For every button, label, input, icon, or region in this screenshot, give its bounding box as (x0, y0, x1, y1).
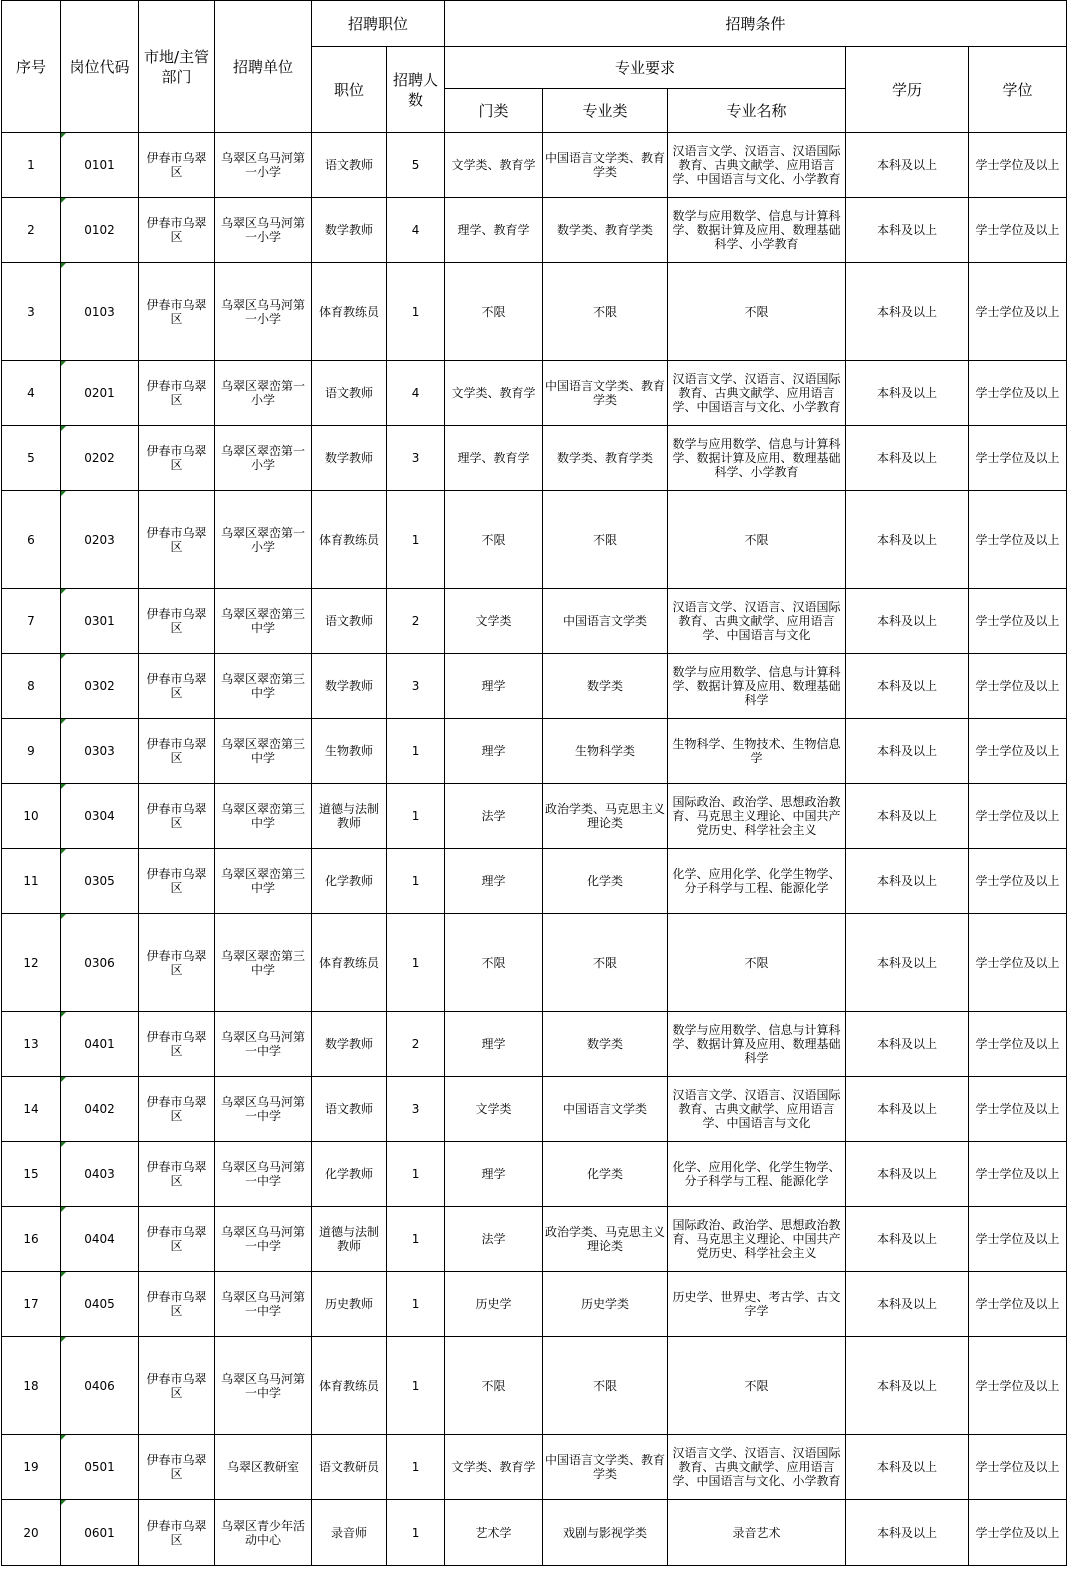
cell-code: 0103 (61, 263, 139, 361)
cell-major-class: 数学类 (543, 1012, 668, 1077)
cell-count: 1 (387, 1337, 445, 1435)
cell-major-name: 数学与应用数学、信息与计算科学、数据计算及应用、数理基础科学 (668, 654, 846, 719)
cell-major-name: 数学与应用数学、信息与计算科学、数据计算及应用、数理基础科学、小学教育 (668, 198, 846, 263)
cell-count: 1 (387, 1500, 445, 1566)
cell-position: 体育教练员 (312, 914, 387, 1012)
cell-major-class: 政治学类、马克思主义理论类 (543, 784, 668, 849)
table-row (2, 1142, 1067, 1207)
cell-city: 伊春市乌翠区 (139, 1435, 215, 1500)
table-row (2, 263, 1067, 361)
cell-major-class: 数学类、教育学类 (543, 198, 668, 263)
cell-position: 语文教师 (312, 1077, 387, 1142)
cell-unit: 乌翠区翠峦第一小学 (215, 361, 312, 426)
cell-major-name: 国际政治、政治学、思想政治教育、马克思主义理论、中国共产党历史、科学社会主义 (668, 784, 846, 849)
cell-position: 化学教师 (312, 849, 387, 914)
cell-count: 1 (387, 849, 445, 914)
cell-code: 0202 (61, 426, 139, 491)
cell-major-class: 不限 (543, 491, 668, 589)
cell-degree: 学士学位及以上 (969, 589, 1067, 654)
cell-category: 不限 (445, 491, 543, 589)
cell-seq: 6 (2, 491, 61, 589)
cell-degree: 学士学位及以上 (969, 849, 1067, 914)
table-body (2, 133, 1067, 1566)
cell-degree: 学士学位及以上 (969, 1435, 1067, 1500)
cell-category: 艺术学 (445, 1500, 543, 1566)
cell-education: 本科及以上 (846, 1272, 969, 1337)
cell-seq: 13 (2, 1012, 61, 1077)
cell-seq: 11 (2, 849, 61, 914)
cell-city: 伊春市乌翠区 (139, 849, 215, 914)
cell-seq: 16 (2, 1207, 61, 1272)
cell-code: 0403 (61, 1142, 139, 1207)
cell-unit: 乌翠区乌马河第一中学 (215, 1337, 312, 1435)
cell-category: 文学类、教育学 (445, 1435, 543, 1500)
cell-major-name: 不限 (668, 1337, 846, 1435)
cell-seq: 1 (2, 133, 61, 198)
cell-education: 本科及以上 (846, 361, 969, 426)
table-row (2, 426, 1067, 491)
cell-education: 本科及以上 (846, 1142, 969, 1207)
cell-unit: 乌翠区翠峦第三中学 (215, 914, 312, 1012)
cell-unit: 乌翠区乌马河第一中学 (215, 1077, 312, 1142)
cell-unit: 乌翠区乌马河第一小学 (215, 263, 312, 361)
cell-major-class: 不限 (543, 263, 668, 361)
cell-seq: 14 (2, 1077, 61, 1142)
cell-education: 本科及以上 (846, 133, 969, 198)
cell-major-class: 数学类 (543, 654, 668, 719)
cell-position: 体育教练员 (312, 1337, 387, 1435)
cell-category: 理学 (445, 719, 543, 784)
cell-city: 伊春市乌翠区 (139, 589, 215, 654)
cell-category: 不限 (445, 914, 543, 1012)
cell-major-name: 汉语言文学、汉语言、汉语国际教育、古典文献学、应用语言学、中国语言与文化、小学教育 (668, 361, 846, 426)
cell-education: 本科及以上 (846, 1500, 969, 1566)
cell-city: 伊春市乌翠区 (139, 133, 215, 198)
table-row (2, 719, 1067, 784)
cell-seq: 12 (2, 914, 61, 1012)
cell-position: 体育教练员 (312, 263, 387, 361)
cell-city: 伊春市乌翠区 (139, 654, 215, 719)
cell-seq: 9 (2, 719, 61, 784)
cell-category: 理学 (445, 1012, 543, 1077)
cell-major-name: 历史学、世界史、考古学、古文字学 (668, 1272, 846, 1337)
cell-major-name: 化学、应用化学、化学生物学、分子科学与工程、能源化学 (668, 849, 846, 914)
table-row (2, 1435, 1067, 1500)
cell-major-class: 历史学类 (543, 1272, 668, 1337)
header-city-dept: 市地/主管部门 (139, 1, 215, 133)
cell-major-name: 国际政治、政治学、思想政治教育、马克思主义理论、中国共产党历史、科学社会主义 (668, 1207, 846, 1272)
cell-major-name: 汉语言文学、汉语言、汉语国际教育、古典文献学、应用语言学、中国语言与文化、小学教育 (668, 1435, 846, 1500)
cell-city: 伊春市乌翠区 (139, 914, 215, 1012)
cell-unit: 乌翠区教研室 (215, 1435, 312, 1500)
cell-city: 伊春市乌翠区 (139, 1077, 215, 1142)
cell-seq: 10 (2, 784, 61, 849)
cell-seq: 20 (2, 1500, 61, 1566)
cell-position: 数学教师 (312, 198, 387, 263)
cell-count: 4 (387, 198, 445, 263)
cell-major-class: 不限 (543, 914, 668, 1012)
table-row (2, 1500, 1067, 1566)
cell-city: 伊春市乌翠区 (139, 263, 215, 361)
cell-unit: 乌翠区翠峦第一小学 (215, 491, 312, 589)
cell-seq: 18 (2, 1337, 61, 1435)
cell-position: 语文教师 (312, 589, 387, 654)
table-row (2, 654, 1067, 719)
cell-degree: 学士学位及以上 (969, 133, 1067, 198)
cell-seq: 17 (2, 1272, 61, 1337)
cell-city: 伊春市乌翠区 (139, 1207, 215, 1272)
header-major-class: 专业类 (543, 89, 668, 133)
cell-city: 伊春市乌翠区 (139, 1012, 215, 1077)
cell-major-name: 不限 (668, 491, 846, 589)
header-conditions: 招聘条件 (445, 1, 1067, 47)
cell-education: 本科及以上 (846, 1435, 969, 1500)
cell-education: 本科及以上 (846, 914, 969, 1012)
cell-position: 道德与法制教师 (312, 1207, 387, 1272)
table-row (2, 1012, 1067, 1077)
cell-education: 本科及以上 (846, 1012, 969, 1077)
cell-code: 0304 (61, 784, 139, 849)
cell-education: 本科及以上 (846, 198, 969, 263)
cell-major-name: 化学、应用化学、化学生物学、分子科学与工程、能源化学 (668, 1142, 846, 1207)
cell-degree: 学士学位及以上 (969, 1142, 1067, 1207)
cell-position: 录音师 (312, 1500, 387, 1566)
cell-major-class: 戏剧与影视学类 (543, 1500, 668, 1566)
cell-education: 本科及以上 (846, 1077, 969, 1142)
cell-degree: 学士学位及以上 (969, 914, 1067, 1012)
header-education: 学历 (846, 47, 969, 133)
cell-code: 0305 (61, 849, 139, 914)
cell-major-name: 汉语言文学、汉语言、汉语国际教育、古典文献学、应用语言学、中国语言与文化、小学教育 (668, 133, 846, 198)
cell-seq: 15 (2, 1142, 61, 1207)
table-row (2, 361, 1067, 426)
cell-city: 伊春市乌翠区 (139, 1272, 215, 1337)
table-row (2, 1337, 1067, 1435)
cell-seq: 3 (2, 263, 61, 361)
cell-count: 5 (387, 133, 445, 198)
table-row (2, 1207, 1067, 1272)
cell-education: 本科及以上 (846, 654, 969, 719)
cell-count: 4 (387, 361, 445, 426)
cell-city: 伊春市乌翠区 (139, 491, 215, 589)
header-major-name: 专业名称 (668, 89, 846, 133)
cell-category: 理学 (445, 654, 543, 719)
cell-degree: 学士学位及以上 (969, 1077, 1067, 1142)
cell-degree: 学士学位及以上 (969, 1272, 1067, 1337)
table-row (2, 133, 1067, 198)
cell-code: 0303 (61, 719, 139, 784)
cell-major-class: 数学类、教育学类 (543, 426, 668, 491)
cell-code: 0404 (61, 1207, 139, 1272)
cell-education: 本科及以上 (846, 849, 969, 914)
cell-unit: 乌翠区翠峦第一小学 (215, 426, 312, 491)
cell-degree: 学士学位及以上 (969, 1500, 1067, 1566)
cell-major-name: 汉语言文学、汉语言、汉语国际教育、古典文献学、应用语言学、中国语言与文化 (668, 589, 846, 654)
cell-position: 道德与法制教师 (312, 784, 387, 849)
cell-city: 伊春市乌翠区 (139, 1337, 215, 1435)
table-row (2, 1077, 1067, 1142)
header-position: 职位 (312, 47, 387, 133)
cell-unit: 乌翠区翠峦第三中学 (215, 784, 312, 849)
table-row (2, 1272, 1067, 1337)
cell-degree: 学士学位及以上 (969, 654, 1067, 719)
header-degree: 学位 (969, 47, 1067, 133)
cell-major-class: 不限 (543, 1337, 668, 1435)
cell-major-name: 数学与应用数学、信息与计算科学、数据计算及应用、数理基础科学 (668, 1012, 846, 1077)
cell-count: 1 (387, 784, 445, 849)
cell-count: 2 (387, 1012, 445, 1077)
cell-major-name: 不限 (668, 914, 846, 1012)
table-row (2, 849, 1067, 914)
cell-major-class: 中国语言文学类 (543, 1077, 668, 1142)
cell-major-class: 中国语言文学类 (543, 589, 668, 654)
cell-position: 历史教师 (312, 1272, 387, 1337)
cell-major-name: 录音艺术 (668, 1500, 846, 1566)
cell-count: 1 (387, 914, 445, 1012)
cell-code: 0405 (61, 1272, 139, 1337)
cell-degree: 学士学位及以上 (969, 1337, 1067, 1435)
cell-education: 本科及以上 (846, 589, 969, 654)
cell-category: 理学、教育学 (445, 198, 543, 263)
cell-major-class: 化学类 (543, 849, 668, 914)
cell-seq: 5 (2, 426, 61, 491)
cell-category: 文学类、教育学 (445, 361, 543, 426)
cell-count: 1 (387, 491, 445, 589)
header-count: 招聘人数 (387, 47, 445, 133)
table-row (2, 491, 1067, 589)
table-row (2, 589, 1067, 654)
cell-city: 伊春市乌翠区 (139, 198, 215, 263)
cell-unit: 乌翠区青少年活动中心 (215, 1500, 312, 1566)
cell-category: 文学类 (445, 589, 543, 654)
cell-category: 理学 (445, 849, 543, 914)
cell-position: 语文教师 (312, 133, 387, 198)
cell-category: 法学 (445, 784, 543, 849)
cell-degree: 学士学位及以上 (969, 198, 1067, 263)
cell-position: 语文教师 (312, 361, 387, 426)
cell-seq: 7 (2, 589, 61, 654)
cell-unit: 乌翠区翠峦第三中学 (215, 654, 312, 719)
header-code: 岗位代码 (61, 1, 139, 133)
cell-code: 0601 (61, 1500, 139, 1566)
cell-major-class: 政治学类、马克思主义理论类 (543, 1207, 668, 1272)
cell-unit: 乌翠区乌马河第一中学 (215, 1207, 312, 1272)
cell-unit: 乌翠区乌马河第一中学 (215, 1272, 312, 1337)
cell-major-class: 生物科学类 (543, 719, 668, 784)
cell-code: 0401 (61, 1012, 139, 1077)
cell-count: 3 (387, 1077, 445, 1142)
cell-unit: 乌翠区乌马河第一中学 (215, 1142, 312, 1207)
cell-count: 1 (387, 1142, 445, 1207)
header-category: 门类 (445, 89, 543, 133)
cell-code: 0406 (61, 1337, 139, 1435)
cell-degree: 学士学位及以上 (969, 784, 1067, 849)
cell-unit: 乌翠区乌马河第一中学 (215, 1012, 312, 1077)
cell-education: 本科及以上 (846, 1207, 969, 1272)
cell-code: 0301 (61, 589, 139, 654)
cell-city: 伊春市乌翠区 (139, 719, 215, 784)
header-major-req: 专业要求 (445, 47, 846, 89)
cell-code: 0302 (61, 654, 139, 719)
cell-major-class: 中国语言文学类、教育学类 (543, 133, 668, 198)
cell-city: 伊春市乌翠区 (139, 361, 215, 426)
cell-position: 化学教师 (312, 1142, 387, 1207)
cell-position: 语文教研员 (312, 1435, 387, 1500)
header-unit: 招聘单位 (215, 1, 312, 133)
cell-degree: 学士学位及以上 (969, 491, 1067, 589)
cell-category: 法学 (445, 1207, 543, 1272)
cell-education: 本科及以上 (846, 719, 969, 784)
table-row (2, 784, 1067, 849)
cell-education: 本科及以上 (846, 1337, 969, 1435)
cell-seq: 2 (2, 198, 61, 263)
cell-seq: 4 (2, 361, 61, 426)
cell-code: 0201 (61, 361, 139, 426)
cell-major-name: 汉语言文学、汉语言、汉语国际教育、古典文献学、应用语言学、中国语言与文化 (668, 1077, 846, 1142)
cell-seq: 19 (2, 1435, 61, 1500)
cell-category: 不限 (445, 1337, 543, 1435)
cell-city: 伊春市乌翠区 (139, 1500, 215, 1566)
cell-degree: 学士学位及以上 (969, 1012, 1067, 1077)
cell-position: 体育教练员 (312, 491, 387, 589)
cell-count: 1 (387, 263, 445, 361)
cell-position: 数学教师 (312, 1012, 387, 1077)
cell-major-name: 生物科学、生物技术、生物信息学 (668, 719, 846, 784)
cell-unit: 乌翠区翠峦第三中学 (215, 849, 312, 914)
cell-education: 本科及以上 (846, 263, 969, 361)
cell-education: 本科及以上 (846, 784, 969, 849)
cell-degree: 学士学位及以上 (969, 263, 1067, 361)
cell-category: 文学类、教育学 (445, 133, 543, 198)
cell-code: 0101 (61, 133, 139, 198)
recruitment-table (1, 0, 1067, 1566)
cell-count: 1 (387, 1207, 445, 1272)
cell-degree: 学士学位及以上 (969, 719, 1067, 784)
header-seq: 序号 (2, 1, 61, 133)
table-row (2, 914, 1067, 1012)
cell-education: 本科及以上 (846, 426, 969, 491)
cell-category: 不限 (445, 263, 543, 361)
cell-major-class: 中国语言文学类、教育学类 (543, 361, 668, 426)
cell-count: 3 (387, 426, 445, 491)
cell-seq: 8 (2, 654, 61, 719)
cell-category: 文学类 (445, 1077, 543, 1142)
cell-degree: 学士学位及以上 (969, 1207, 1067, 1272)
cell-major-name: 数学与应用数学、信息与计算科学、数据计算及应用、数理基础科学、小学教育 (668, 426, 846, 491)
cell-category: 理学、教育学 (445, 426, 543, 491)
cell-code: 0306 (61, 914, 139, 1012)
cell-major-class: 中国语言文学类、教育学类 (543, 1435, 668, 1500)
cell-city: 伊春市乌翠区 (139, 784, 215, 849)
cell-count: 3 (387, 654, 445, 719)
cell-position: 数学教师 (312, 426, 387, 491)
cell-code: 0102 (61, 198, 139, 263)
cell-city: 伊春市乌翠区 (139, 426, 215, 491)
cell-position: 数学教师 (312, 654, 387, 719)
cell-unit: 乌翠区乌马河第一小学 (215, 133, 312, 198)
cell-count: 2 (387, 589, 445, 654)
cell-unit: 乌翠区乌马河第一小学 (215, 198, 312, 263)
cell-education: 本科及以上 (846, 491, 969, 589)
cell-degree: 学士学位及以上 (969, 426, 1067, 491)
cell-count: 1 (387, 719, 445, 784)
cell-code: 0402 (61, 1077, 139, 1142)
cell-degree: 学士学位及以上 (969, 361, 1067, 426)
cell-category: 历史学 (445, 1272, 543, 1337)
cell-count: 1 (387, 1435, 445, 1500)
cell-position: 生物教师 (312, 719, 387, 784)
cell-category: 理学 (445, 1142, 543, 1207)
cell-count: 1 (387, 1272, 445, 1337)
cell-major-class: 化学类 (543, 1142, 668, 1207)
cell-city: 伊春市乌翠区 (139, 1142, 215, 1207)
table-row (2, 198, 1067, 263)
cell-code: 0501 (61, 1435, 139, 1500)
header-position-group: 招聘职位 (312, 1, 445, 47)
cell-major-name: 不限 (668, 263, 846, 361)
cell-unit: 乌翠区翠峦第三中学 (215, 589, 312, 654)
cell-code: 0203 (61, 491, 139, 589)
cell-unit: 乌翠区翠峦第三中学 (215, 719, 312, 784)
